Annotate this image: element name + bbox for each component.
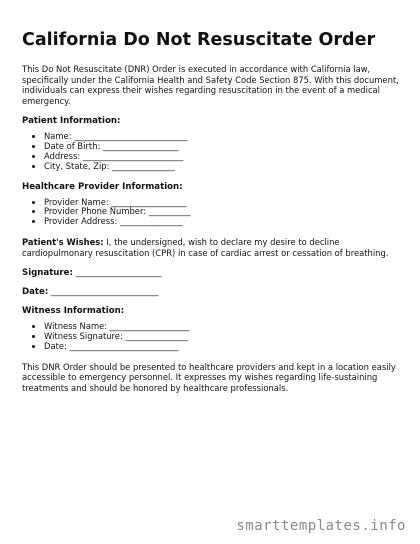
signature-label: Signature: — [22, 268, 73, 279]
patient-info-heading: Patient Information: — [22, 116, 121, 127]
date-blank: _________________________ — [48, 287, 159, 298]
document-title: California Do Not Resuscitate Order — [22, 30, 376, 50]
provider-info-heading: Healthcare Provider Information: — [22, 181, 183, 192]
witness-info-list — [22, 322, 402, 351]
date-label: Date: — [22, 287, 49, 298]
closing-paragraph: This DNR Order should be presented to healthcare providers and kept in a location easily accessible to emergency personnel. It expresses my wishes regarding life-sustaining treatments and should be honored by healthcare professionals. — [22, 361, 396, 393]
provider-info-list — [22, 198, 402, 227]
patient-address-field: • Address: ________________________ — [44, 152, 402, 162]
patient-name-field: • Name: ___________________________ — [44, 132, 402, 142]
witness-signature-field: • Witness Signature: _______________ — [44, 332, 402, 342]
witness-name-field: • Witness Name: ___________________ — [44, 322, 402, 332]
witness-date-field: • Date: __________________________ — [44, 342, 402, 352]
date-line — [22, 287, 402, 297]
signature-line — [22, 268, 402, 278]
patient-wishes-label: Patient's Wishes: — [22, 236, 104, 247]
patient-wishes-text: I, the undersigned, wish to declare my desire to decline cardiopulmonary resuscitation (CPR) in case of cardiac arrest or cessation of breathing. — [22, 236, 389, 258]
signature-blank: ____________________ — [72, 268, 162, 279]
patient-wishes-paragraph — [22, 237, 402, 258]
provider-name-field: • Provider Name: __________________ — [44, 198, 402, 208]
intro-paragraph: This Do Not Resuscitate (DNR) Order is executed in accordance with California law, specifically under the California Health and Safety Code Section 875. With this document, individuals can express their wishes regarding resuscitation in the event of a medical emergency. — [22, 64, 399, 106]
patient-dob-field: • Date of Birth: __________________ — [44, 142, 402, 152]
witness-info-heading: Witness Information: — [22, 306, 125, 317]
patient-city-state-zip-field: • City, State, Zip: _______________ — [44, 162, 402, 172]
watermark: smarttemplates.info — [236, 518, 406, 534]
provider-address-field: • Provider Address: _______________ — [44, 217, 402, 227]
patient-info-list — [22, 132, 402, 171]
provider-phone-field: • Provider Phone Number: __________ — [44, 207, 402, 217]
document-page — [22, 30, 402, 403]
